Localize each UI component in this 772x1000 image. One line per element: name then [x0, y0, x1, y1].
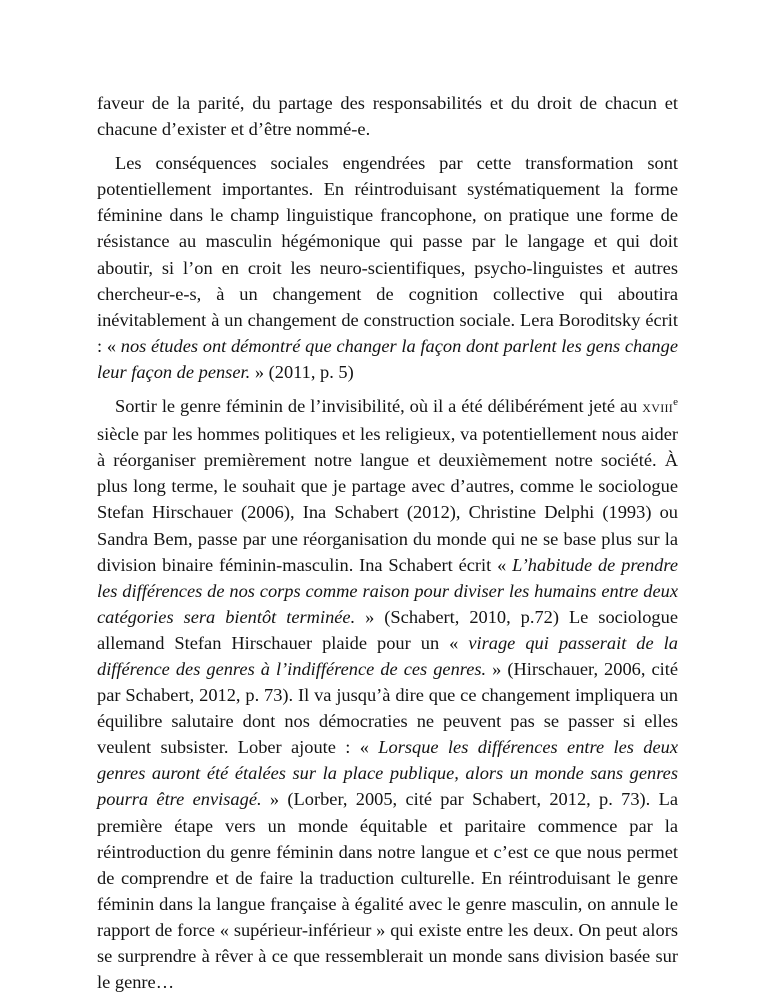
quotation-hirschauer: virage qui passerait de la différence des genres à l’indifférence de ces genres.	[97, 632, 678, 679]
paragraph-text: siècle par les hommes politiques et les religieux, va potentiellement nous aider à réorganiser premièrement notre langue et deuxièmement notre société. À plus long terme, le souhait que je partage avec d’autres, comme le sociologue Stefan Hirschauer (2006), Ina Schabert (2012), Christine Delphi (1993) ou Sandra Bem, passe par une réorganisation du monde qui ne se base plus sur la division binaire féminin-masculin. Ina Schabert écrit «	[97, 424, 678, 575]
paragraph-invisibility	[97, 393, 678, 995]
paragraph-text: Les conséquences sociales engendrées par cette transformation sont potentiellement importantes. En réintroduisant systématiquement la forme féminine dans le champ linguistique francophone, on pratique une forme de résistance au masculin hégémonique qui passe par le langage et qui doit aboutir, si l’on en croit les neuro-scientifiques, psycho-linguistes et autres chercheur-e-s, à un changement de cognition collective qui aboutira inévitablement à un changement de construction sociale. Lera Boroditsky écrit : «	[97, 153, 678, 356]
century-numeral: XVIII	[642, 401, 674, 416]
quotation-lorber: Lorsque les différences entre les deux genres auront été étalées sur la place publique, alors un monde sans genres pourra être envisagé.	[97, 737, 678, 810]
citation-text: » (2011, p. 5)	[250, 361, 354, 382]
paragraph-text: » (Schabert, 2010, p.72) Le sociologue allemand Stefan Hirschauer plaide pour un «	[97, 606, 678, 653]
paragraph-text: » (Lorber, 2005, cité par Schabert, 2012, p. 73). La première étape vers un monde équitable et paritaire commence par la réintroduction du genre féminin dans notre langue et c’est ce que nous permet de comprendre et de faire la traduction culturelle. En réintroduisant le genre féminin dans la langue française à égalité avec le genre masculin, on annule le rapport de force « supérieur-inférieur » qui existe entre les deux. On peut alors se surprendre à rêver à ce que ressemblerait un monde sans division basée sur le genre…	[97, 789, 678, 993]
quotation-boroditsky: nos études ont démontré que changer la façon dont parlent les gens change leur façon de penser.	[97, 335, 678, 382]
century-superscript: e	[673, 396, 678, 409]
paragraph-social-consequences	[97, 150, 678, 385]
paragraph-text: » (Hirschauer, 2006, cité par Schabert, 2012, p. 73). Il va jusqu’à dire que ce changement impliquera un équilibre salutaire dont nos démocraties ne peuvent pas se passer si elles veulent subsister. Lober ajoute : «	[97, 658, 678, 758]
paragraph-continuation	[97, 90, 678, 142]
paragraph-text: faveur de la parité, du partage des responsabilités et du droit de chacun et chacune d’exister et d’être nommé-e.	[97, 93, 678, 140]
quotation-schabert: L’habitude de prendre les différences de nos corps comme raison pour diviser les humains entre deux catégories sera bientôt terminée.	[97, 554, 679, 627]
paragraph-text: Sortir le genre féminin de l’invisibilité, où il a été délibérément jeté au	[115, 396, 643, 417]
